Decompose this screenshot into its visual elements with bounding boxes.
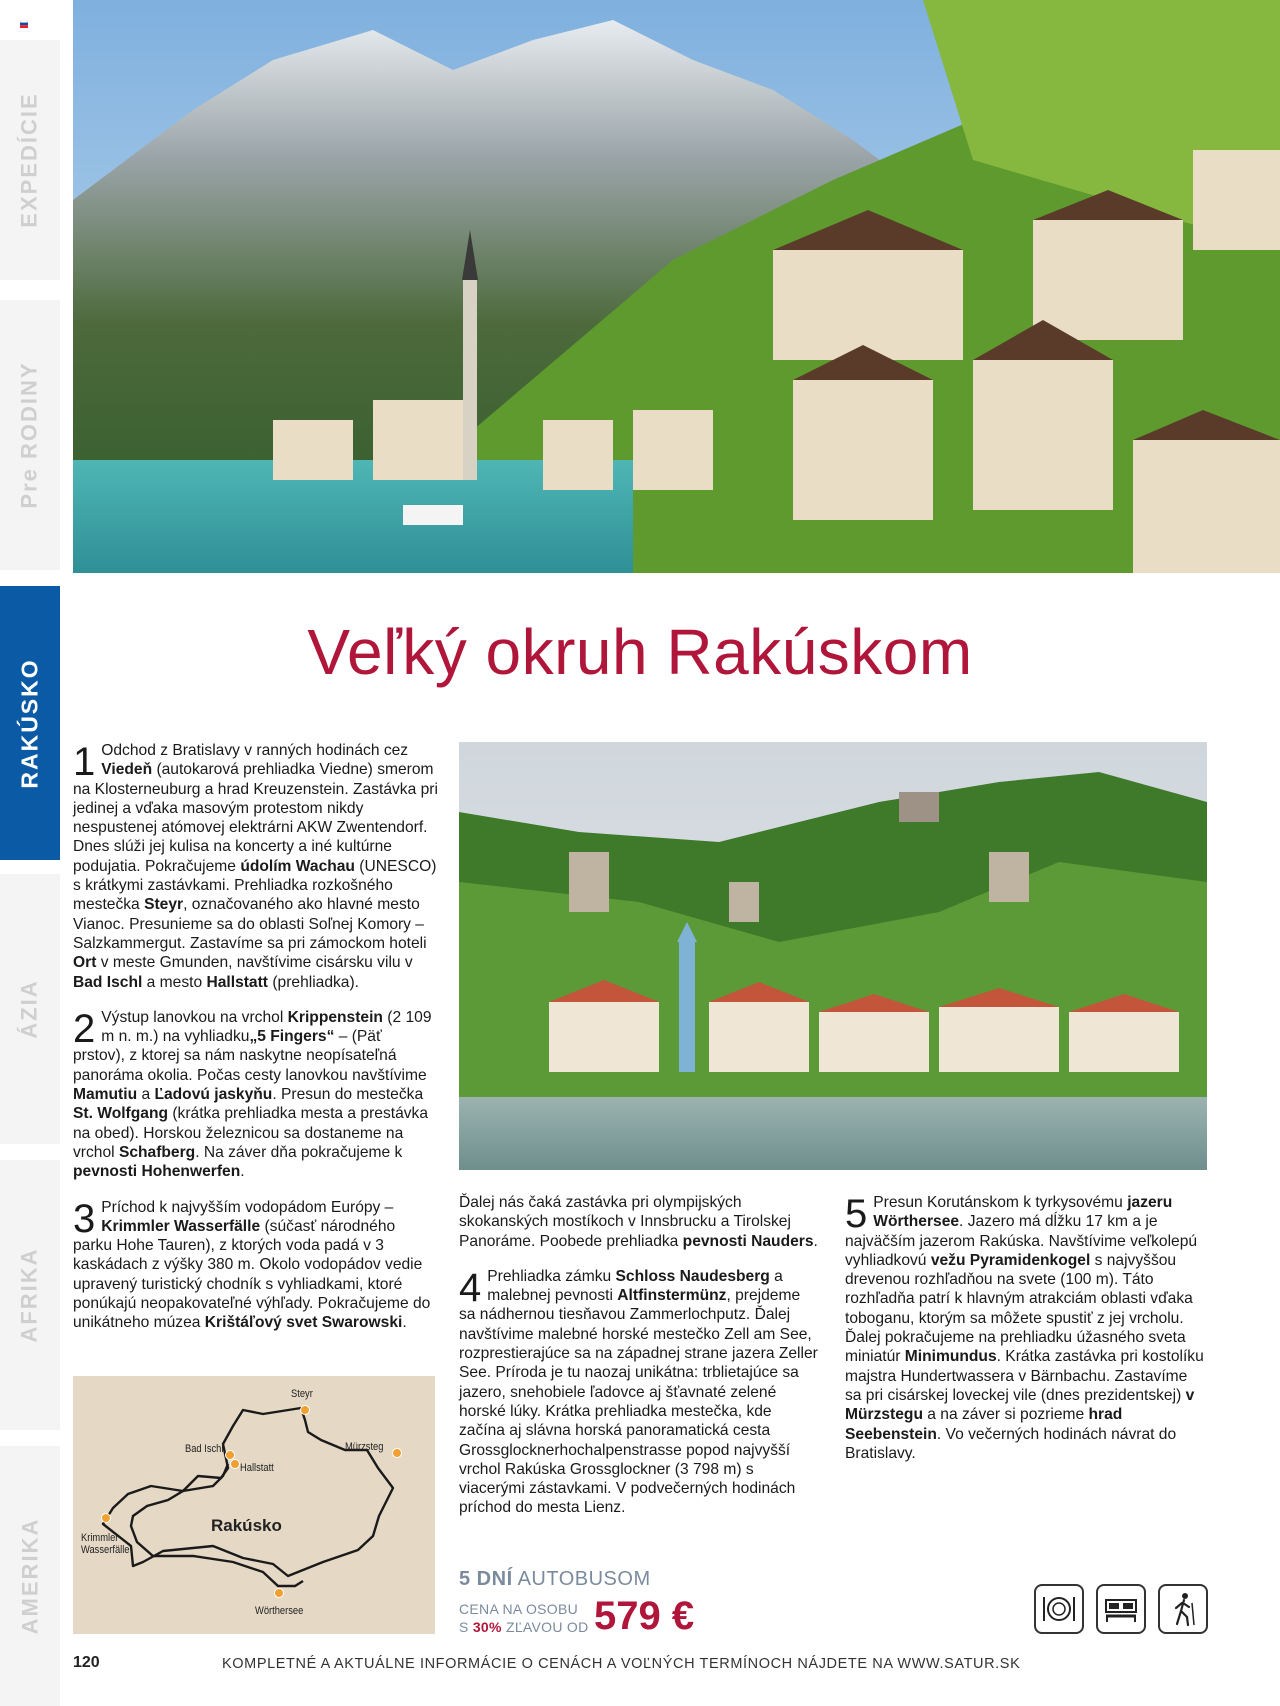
column-left [73,741,438,1349]
map-country-label: Rakúsko [211,1516,282,1535]
tab-amerika[interactable]: AMERIKA [0,1446,60,1706]
tab-pre-rodiny[interactable]: Pre RODINY [0,300,60,570]
day-3-continued-paragraph: Ďalej nás čaká zastávka pri olympijských skokanských mostíkoch v Innsbrucku a Tirolskej Panoráme. Poobede prehliadka pevnosti Nauders. [459,1194,818,1250]
price-amount: 579 € [594,1594,695,1638]
hero-photo-hallstatt [73,0,1280,573]
page-title: Veľký okruh Rakúskom [307,616,973,688]
photo-durnstein [459,742,1207,1170]
day-2-paragraph: 2 Výstup lanovkou na vrchol Krippenstein (2 109 m n. m.) na vyhliadku„5 Fingers“ – (Päť prstov), z ktorej sa nám naskytne neopísateľná panoráma okolia. Počas cesty lanovkou navštívime Mamutiu a Ľadovú jaskyňu. Presun do mestečka St. Wolfgang (krátka prehliadka mesta a prestávka na obed). Horskou železnicou sa dostaneme na vrchol Schafberg. Na záver dňa pokračujeme k pevnosti Hohenwerfen. [73,1006,432,1181]
tab-rakusko[interactable]: RAKÚSKO [0,586,60,860]
map-label-bad-ischl: Bad Ischl [185,1443,224,1455]
price-discount-note: CENA NA OSOBU S 30% ZĽAVOU OD [459,1601,589,1635]
tab-azia[interactable]: ÁZIA [0,874,60,1144]
column-right [845,1193,1207,1479]
page-number: 120 [73,1654,100,1671]
day-5-paragraph: 5 Presun Korutánskom k tyrkysovému jazeru Wörthersee. Jazero má dĺžku 17 km a je najväčším jazerom Rakúska. Navštívime veľkolepú vyhliadkovú vežu Pyramidenkogel s najvyššou drevenou rozhľadňou na svete (100 m). Táto rozhľadňa patrí k hlavným atrakciám oblasti vďaka toboganu, ktorým sa môžete spustiť z jej vrcholu. Ďalej pokračujeme na prehliadku úžasného sveta miniatúr Minimundus. Krátka zastávka pri kostolíku majstra Hundertwassera v Bärnbachu. Zastavíme sa pri cisárskej loveckej vile (dnes prezidentskej) v Mürzstegu a na záver si pozrieme hrad Seebenstein. Vo večerných hodinách návrat do Bratislavy. [845,1192,1204,1462]
map-label-murzsteg: Mürzsteg [345,1441,384,1453]
route-map [73,1376,435,1634]
column-middle [459,1193,819,1534]
footer-info: KOMPLETNÉ A AKTUÁLNE INFORMÁCIE O CENÁCH A VOĽNÝCH TERMÍNOCH NÁJDETE NA WWW.SATUR.SK [222,1656,1021,1672]
tab-expedicie[interactable]: EXPEDÍCIE [0,40,60,280]
map-label-krimmler: Krimmler Wasserfälle [81,1532,130,1556]
meal-icon [1034,1584,1084,1634]
map-label-hallstatt: Hallstatt [240,1462,274,1474]
tab-afrika[interactable]: AFRIKA [0,1160,60,1430]
map-label-worthersee: Wörthersee [255,1605,304,1617]
hiking-icon [1158,1584,1208,1634]
map-label-steyr: Steyr [291,1388,313,1400]
day-4-paragraph: 4 Prehliadka zámku Schloss Naudesberg a malebnej pevnosti Altfinstermünz, prejdeme sa nádhernou tiesňavou Zammerlochputz. Ďalej navštívime malebné horské mestečko Zell am See, rozprestierajúce sa na západnej strane jazera Zeller See. Príroda je tu naozaj unikátna: trblietajúce sa jazero, snehobiele ľadovce aj šťavnaté zelené horské lúky. Krátka prehliadka mestečka, kde začína aj slávna horská panoramatická cesta Grossglocknerhochalpenstrasse popod najvyšší vrchol Rakúska Grossglockner (3 798 m) s viacerými zástavkami. V podvečerných hodinách príchod do mesta Lienz. [459,1265,818,1517]
flag-icon [20,20,28,28]
day-3-paragraph: 3 Príchod k najvyšším vodopádom Európy – Krimmler Wasserfälle (súčasť národného parku Hohe Tauren), z ktorých voda padá v 3 kaskádach z výšky 380 m. Okolo vodopádov vedie upravený turistický chodník s vyhliadkami, ktoré ponúkajú neopakovateľné výhľady. Pokračujeme do unikátneho múzea Krištáľový svet Swarowski. [73,1196,431,1332]
trip-duration: 5 DNÍ AUTOBUSOM [459,1568,651,1590]
bed-icon [1096,1584,1146,1634]
day-1-paragraph: 1 Odchod z Bratislavy v ranných hodinách cez Viedeň (autokarová prehliadka Viedne) smerom na Klosterneuburg a hrad Kreuzenstein. Zastávka pri jedinej a vďaka masovým protestom nikdy nespustenej atómovej elektrárni AKW Zwentendorf. Dnes slúži jej kulisa na koncerty a iné kultúrne podujatia. Pokračujeme údolím Wachau (UNESCO) s krátkymi zastávkami. Prehliadka rozkošného mestečka Steyr, označovaného ako hlavné mesto Vianoc. Presunieme sa do oblasti Soľnej Komory – Salzkammergut. Zastavíme sa pri zámockom hoteli Ort v meste Gmunden, navštívime cisársku vilu v Bad Ischl a mesto Hallstatt (prehliadka). [73,740,438,991]
